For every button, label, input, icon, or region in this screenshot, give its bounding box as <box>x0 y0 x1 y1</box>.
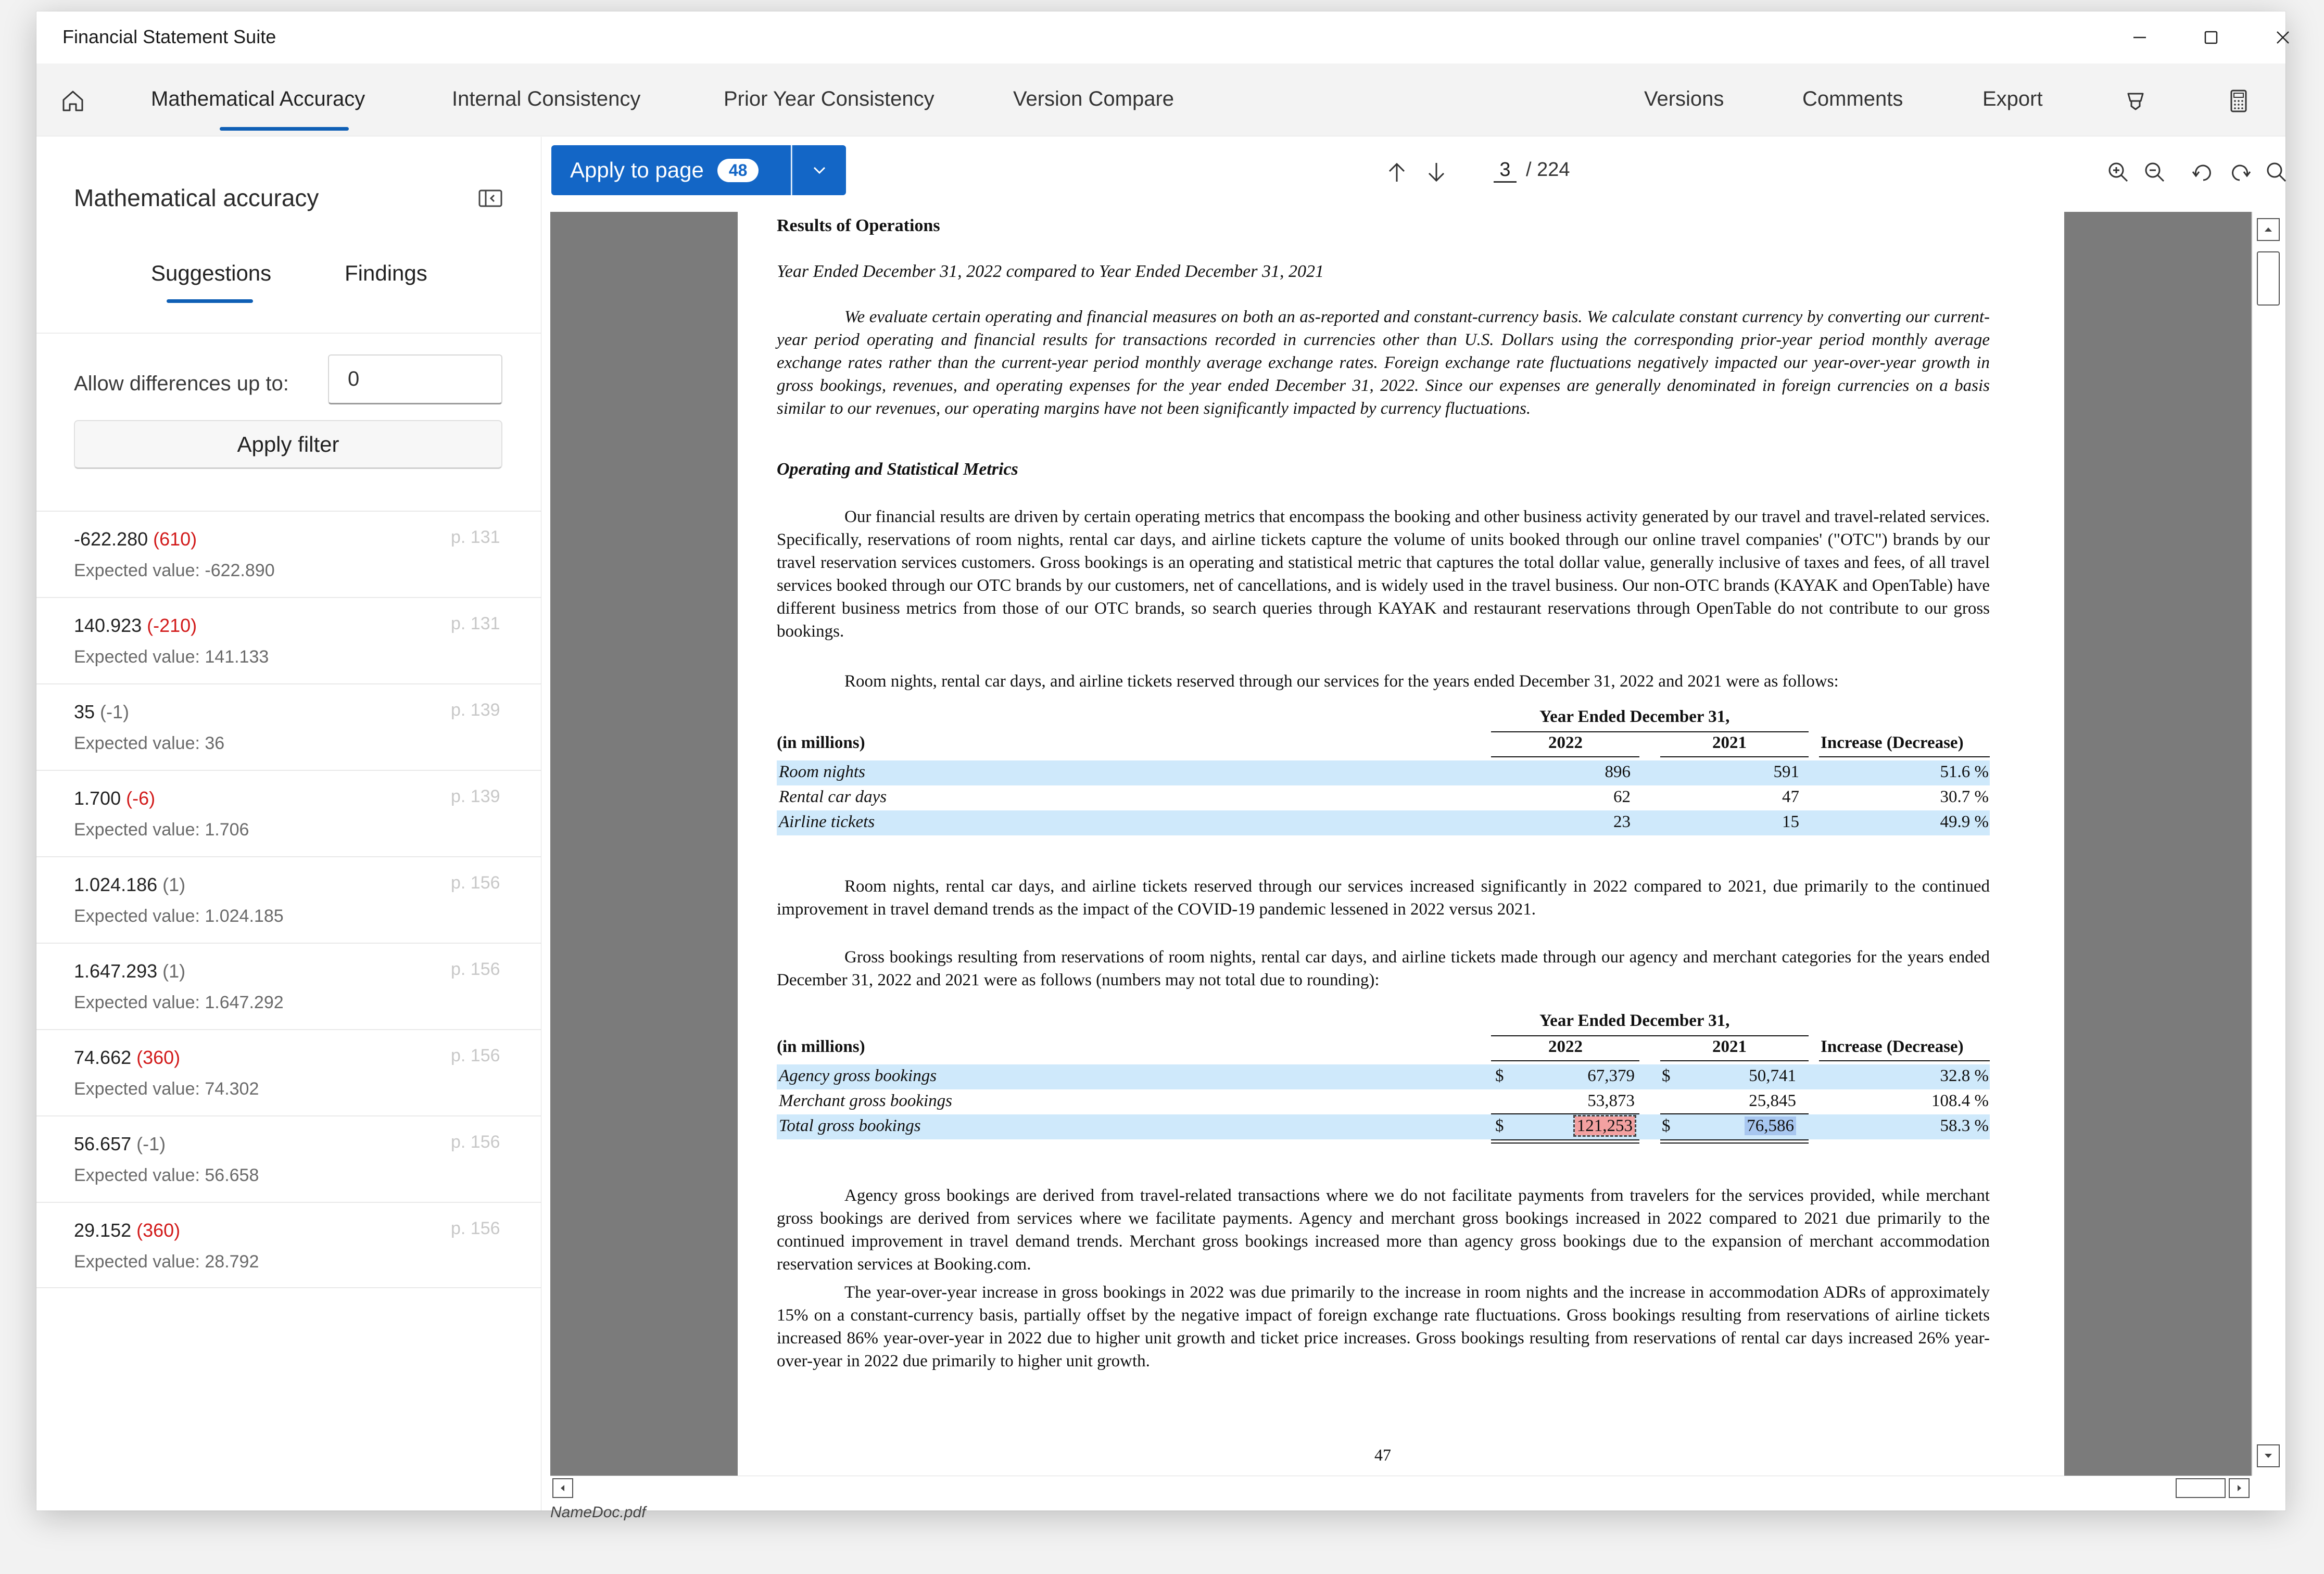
main-nav <box>36 64 2285 136</box>
suggestion-page-ref[interactable]: p. 156 <box>451 873 500 893</box>
apply-filter-button[interactable]: Apply filter <box>74 420 502 469</box>
table-unit-label: (in millions) <box>777 733 865 752</box>
arrow-down-icon <box>1423 159 1450 186</box>
suggestion-difference: (-210) <box>147 615 197 636</box>
suggestion-page-ref[interactable]: p. 156 <box>451 1218 500 1238</box>
caret-right-icon <box>2234 1483 2244 1493</box>
table-row <box>777 1089 1990 1114</box>
cell-2021: 47 <box>1782 788 1799 806</box>
doc-paragraph: Room nights, rental car days, and airline tickets reserved through our services increased significantly in 2022 compared to 2021, due primarily to the continued improvement in travel demand trends as the impact of the COVID-19 pandemic lessened in 2022 versus 2021. <box>777 877 1990 919</box>
search-icon <box>2264 159 2290 185</box>
rotate-right-icon <box>2227 159 2253 185</box>
suggestion-expected-value: Expected value: 1.706 <box>74 820 249 840</box>
rotate-right-button[interactable] <box>2225 157 2256 188</box>
apply-dropdown-button[interactable] <box>792 145 846 195</box>
suggestion-value: 1.700 (-6) <box>74 788 156 809</box>
rotate-left-button[interactable] <box>2187 157 2218 188</box>
doc-paragraph: We evaluate certain operating and financial measures on both an as-reported and constant-currency basis. We calculate constant currency by converting our current-year period operating and financial results for transactions recorded in currencies other than U.S. Dollars using the corresponding prior-year period monthly average exchange rates rather than the current-year period monthly average exchange rates. Foreign exchange rate fluctuations negatively impacted our year-over-year growth in gross bookings, revenues, and operating expenses for the year ended December 31, 2022. Since our expenses are generally denominated in foreign currencies on a basis similar to our revenues, our operating margins have not been significantly impacted by currency fluctuations. <box>777 308 1990 418</box>
title-bar <box>36 11 2285 64</box>
table-year-header: Year Ended December 31, <box>1539 1011 1730 1030</box>
suggestion-value: 140.923 (-210) <box>74 615 197 636</box>
table-row <box>777 810 1990 835</box>
cell-2022: 23 <box>1613 813 1631 831</box>
next-page-button[interactable] <box>1422 158 1451 187</box>
rotate-left-icon <box>2190 159 2216 185</box>
suggestion-expected-value: Expected value: 141.133 <box>74 647 269 667</box>
chevron-down-icon <box>810 161 829 180</box>
zoom-in-button[interactable] <box>2103 157 2134 188</box>
doc-paragraph: The year-over-year increase in gross bookings in 2022 was due primarily to the increase in room nights and the increase in accommodation ADRs of approximately 15% on a constant-currency basis, partially offset by the negative impact of foreign exchange rate fluctuations. Gross bookings resulting from reservations of airline tickets increased 86% year-over-year in 2022 due to higher unit growth and ticket price increases. Gross bookings resulting from reservations of rental car days increased 26% year-over-year in 2022 due primarily to higher unit growth. <box>777 1283 1990 1370</box>
tab-internal-consistency[interactable]: Internal Consistency <box>452 87 641 110</box>
currency-symbol: $ <box>1495 1116 1504 1135</box>
active-subtab-indicator <box>167 299 253 303</box>
page-number: 47 <box>1374 1445 1391 1464</box>
minimize-button[interactable] <box>2106 21 2174 54</box>
suggestion-item[interactable] <box>36 943 541 1029</box>
verified-cell[interactable]: 76,586 <box>1745 1116 1796 1135</box>
row-label: Total gross bookings <box>779 1116 921 1135</box>
caret-left-icon <box>558 1483 568 1493</box>
divider <box>36 333 541 334</box>
caret-up-icon <box>2262 223 2275 236</box>
suggestion-item[interactable] <box>36 1029 541 1115</box>
suggestion-page-ref[interactable]: p. 139 <box>451 700 500 720</box>
suggestion-difference: (1) <box>162 874 186 895</box>
suggestion-value: 74.662 (360) <box>74 1047 181 1068</box>
doc-subheading: Year Ended December 31, 2022 compared to Year Ended December 31, 2021 <box>777 262 1324 281</box>
vertical-scrollbar[interactable] <box>2252 212 2283 1476</box>
doc-paragraph: Our financial results are driven by certain operating metrics that encompass the booking and other business activity generated by our travel and travel-related services. Specifically, reservations of room nights, rental car days, and airline tickets capture the volume of units booked through our online travel companies' ("OTC") brands by our travel reservation services customers. Gross bookings is an operating and statistical metric that captures the total dollar value, generally inclusive of taxes and fees, of all travel services booked through our OTC brands by our customers, net of cancellations, and is widely used in the travel business. Our non-OTC brands (KAYAK and OpenTable) have different business metrics from those of our OTC brands, so search queries through KAYAK and restaurant reservations through OpenTable do not contribute to our gross bookings. <box>777 507 1990 641</box>
cell-2022: 53,873 <box>1587 1091 1635 1110</box>
app-title: Financial Statement Suite <box>62 26 276 47</box>
table-year-header: Year Ended December 31, <box>1539 707 1730 726</box>
suggestion-difference: (-6) <box>126 788 156 809</box>
minimize-icon <box>2129 27 2150 48</box>
cell-change: 58.3 % <box>1940 1116 1989 1135</box>
suggestion-difference: (-1) <box>100 701 130 722</box>
suggestion-page-ref[interactable]: p. 156 <box>451 959 500 979</box>
suggestion-value: 1.647.293 (1) <box>74 960 186 982</box>
document-viewer <box>542 137 2285 1521</box>
suggestion-item[interactable] <box>36 511 541 597</box>
cell-2021 <box>1745 1116 1796 1136</box>
active-tab-indicator <box>220 127 349 131</box>
cell-2022: 896 <box>1605 763 1631 781</box>
collapse-panel-icon <box>476 184 504 212</box>
row-label: Agency gross bookings <box>779 1067 937 1085</box>
suggestion-value: 1.024.186 (1) <box>74 874 186 895</box>
suggestion-expected-value: Expected value: 1.647.292 <box>74 993 284 1012</box>
total-row <box>777 1114 1990 1139</box>
allow-differences-label: Allow differences up to: <box>74 372 289 395</box>
suggestion-page-ref[interactable]: p. 131 <box>451 614 500 633</box>
close-icon <box>2272 27 2293 48</box>
suggestion-item[interactable] <box>36 856 541 943</box>
highlighter-icon <box>2122 87 2149 115</box>
suggestion-page-ref[interactable]: p. 139 <box>451 786 500 806</box>
row-label: Rental car days <box>779 788 887 806</box>
zoom-out-icon <box>2142 159 2168 185</box>
currency-symbol: $ <box>1495 1067 1504 1085</box>
cell-2021: 25,845 <box>1749 1091 1796 1110</box>
table-col-2022: 2022 <box>1548 733 1583 752</box>
suggestion-item[interactable] <box>36 1202 541 1288</box>
row-label: Room nights <box>779 763 865 781</box>
suggestions-list <box>36 511 541 1288</box>
currency-symbol: $ <box>1662 1116 1671 1135</box>
apply-to-page-button[interactable] <box>551 145 791 195</box>
vertical-scroll-thumb[interactable] <box>2257 251 2280 306</box>
versions-button[interactable]: Versions <box>1644 87 1724 110</box>
suggestion-difference: (-1) <box>136 1133 166 1154</box>
suggestion-difference: (360) <box>136 1220 181 1241</box>
row-label: Airline tickets <box>779 813 875 831</box>
cell-2021: 15 <box>1782 813 1799 831</box>
suggestion-item[interactable] <box>36 1115 541 1202</box>
cell-change: 51.6 % <box>1940 763 1989 781</box>
cell-change: 108.4 % <box>1931 1091 1989 1110</box>
cell-2021: 50,741 <box>1749 1067 1796 1085</box>
error-cell[interactable]: 121,253 <box>1575 1116 1635 1135</box>
home-icon <box>59 87 86 115</box>
document-canvas[interactable] <box>550 212 2252 1476</box>
tab-prior-year-consistency[interactable]: Prior Year Consistency <box>724 87 934 110</box>
suggestion-page-ref[interactable]: p. 156 <box>451 1046 500 1065</box>
scroll-down-button[interactable] <box>2257 1444 2280 1467</box>
scroll-left-button[interactable] <box>552 1478 573 1498</box>
cell-change: 32.8 % <box>1940 1067 1989 1085</box>
tab-mathematical-accuracy[interactable]: Mathematical Accuracy <box>151 87 365 110</box>
suggestion-value: -622.280 (610) <box>74 528 197 550</box>
scroll-up-button[interactable] <box>2257 218 2280 241</box>
table-col-2021: 2021 <box>1712 1037 1747 1056</box>
maximize-button[interactable] <box>2177 21 2245 54</box>
suggestion-page-ref[interactable]: p. 131 <box>451 527 500 547</box>
cell-2022: 62 <box>1613 788 1631 806</box>
export-button[interactable]: Export <box>1982 87 2043 110</box>
suggestion-expected-value: Expected value: 36 <box>74 733 225 753</box>
document-page <box>738 212 2064 1476</box>
cell-change: 49.9 % <box>1940 813 1989 831</box>
collapse-panel-button[interactable] <box>474 182 507 215</box>
calculator-icon <box>2225 87 2252 115</box>
doc-section-heading: Operating and Statistical Metrics <box>777 460 1018 479</box>
current-page-input[interactable]: 3 <box>1494 159 1517 183</box>
table-unit-label: (in millions) <box>777 1037 865 1056</box>
arrow-up-icon <box>1383 159 1410 186</box>
suggestion-difference: (360) <box>136 1047 181 1068</box>
apply-count-badge: 48 <box>717 159 759 182</box>
cell-2022: 67,379 <box>1587 1067 1635 1085</box>
table-col-2021: 2021 <box>1712 733 1747 752</box>
suggestion-item[interactable] <box>36 770 541 856</box>
tab-findings[interactable]: Findings <box>345 261 427 285</box>
scroll-right-button[interactable] <box>2229 1478 2250 1498</box>
doc-paragraph: Gross bookings resulting from reservations of room nights, rental car days, and airline tickets made through our agency and merchant categories for the years ended December 31, 2022 and 2021 were as follows (numbers may not total due to rounding): <box>777 948 1990 989</box>
highlighter-button[interactable] <box>2119 84 2152 118</box>
suggestion-difference: (610) <box>153 528 197 550</box>
file-name: NameDoc.pdf <box>550 1504 646 1521</box>
total-pages: / 224 <box>1526 159 1570 181</box>
panel-title: Mathematical accuracy <box>74 184 319 211</box>
doc-paragraph: Room nights, rental car days, and airline tickets reserved through our services for the years ended December 31, 2022 and 2021 were as follows: <box>844 672 1839 691</box>
horizontal-scroll-thumb[interactable] <box>2176 1478 2226 1498</box>
zoom-out-button[interactable] <box>2139 157 2170 188</box>
table-row <box>777 1064 1990 1089</box>
suggestion-value: 29.152 (360) <box>74 1220 181 1241</box>
comments-button[interactable]: Comments <box>1802 87 1903 110</box>
table-col-2022: 2022 <box>1548 1037 1583 1056</box>
zoom-in-icon <box>2105 159 2131 185</box>
suggestion-value: 56.657 (-1) <box>74 1133 166 1154</box>
search-button[interactable] <box>2261 157 2292 188</box>
row-label: Merchant gross bookings <box>779 1091 953 1110</box>
suggestion-page-ref[interactable]: p. 156 <box>451 1132 500 1152</box>
suggestion-expected-value: Expected value: 1.024.185 <box>74 906 284 926</box>
calculator-button[interactable] <box>2222 84 2255 118</box>
suggestion-difference: (1) <box>162 960 186 982</box>
suggestion-item[interactable] <box>36 683 541 770</box>
table-col-change: Increase (Decrease) <box>1821 733 1964 752</box>
cell-2021: 591 <box>1773 763 1799 781</box>
cell-change: 30.7 % <box>1940 788 1989 806</box>
left-panel <box>36 137 541 1510</box>
tab-version-compare[interactable]: Version Compare <box>1013 87 1174 110</box>
tab-suggestions[interactable]: Suggestions <box>151 261 272 285</box>
suggestion-value: 35 (-1) <box>74 701 130 722</box>
doc-paragraph: Agency gross bookings are derived from travel-related transactions where we do not facilitate payments from travelers for the services provided, while merchant gross bookings are derived from services where we facilitate payments. Agency and merchant gross bookings increased in 2022 compared to 2021 due primarily to the continued improvement in travel demand trends. Merchant gross bookings increased more than agency gross bookings due to the expansion of merchant accommodation reservation services at Booking.com. <box>777 1186 1990 1274</box>
suggestion-expected-value: Expected value: 28.792 <box>74 1252 259 1272</box>
currency-symbol: $ <box>1662 1067 1671 1085</box>
suggestion-item[interactable] <box>36 597 541 683</box>
caret-down-icon <box>2262 1450 2275 1462</box>
maximize-icon <box>2201 27 2221 48</box>
table-row <box>777 760 1990 785</box>
cell-2022 <box>1575 1116 1635 1136</box>
previous-page-button[interactable] <box>1382 158 1411 187</box>
app-window <box>36 11 2285 1521</box>
apply-to-page-label: Apply to page <box>570 158 704 182</box>
close-button[interactable] <box>2249 21 2317 54</box>
table-row <box>777 785 1990 810</box>
home-button[interactable] <box>57 85 89 117</box>
allow-differences-input[interactable] <box>328 354 502 404</box>
doc-heading: Results of Operations <box>777 216 940 235</box>
suggestion-expected-value: Expected value: 74.302 <box>74 1079 259 1099</box>
suggestion-expected-value: Expected value: -622.890 <box>74 561 275 580</box>
table-col-change: Increase (Decrease) <box>1821 1037 1964 1056</box>
horizontal-scrollbar[interactable] <box>550 1476 2252 1500</box>
suggestion-expected-value: Expected value: 56.658 <box>74 1165 259 1185</box>
